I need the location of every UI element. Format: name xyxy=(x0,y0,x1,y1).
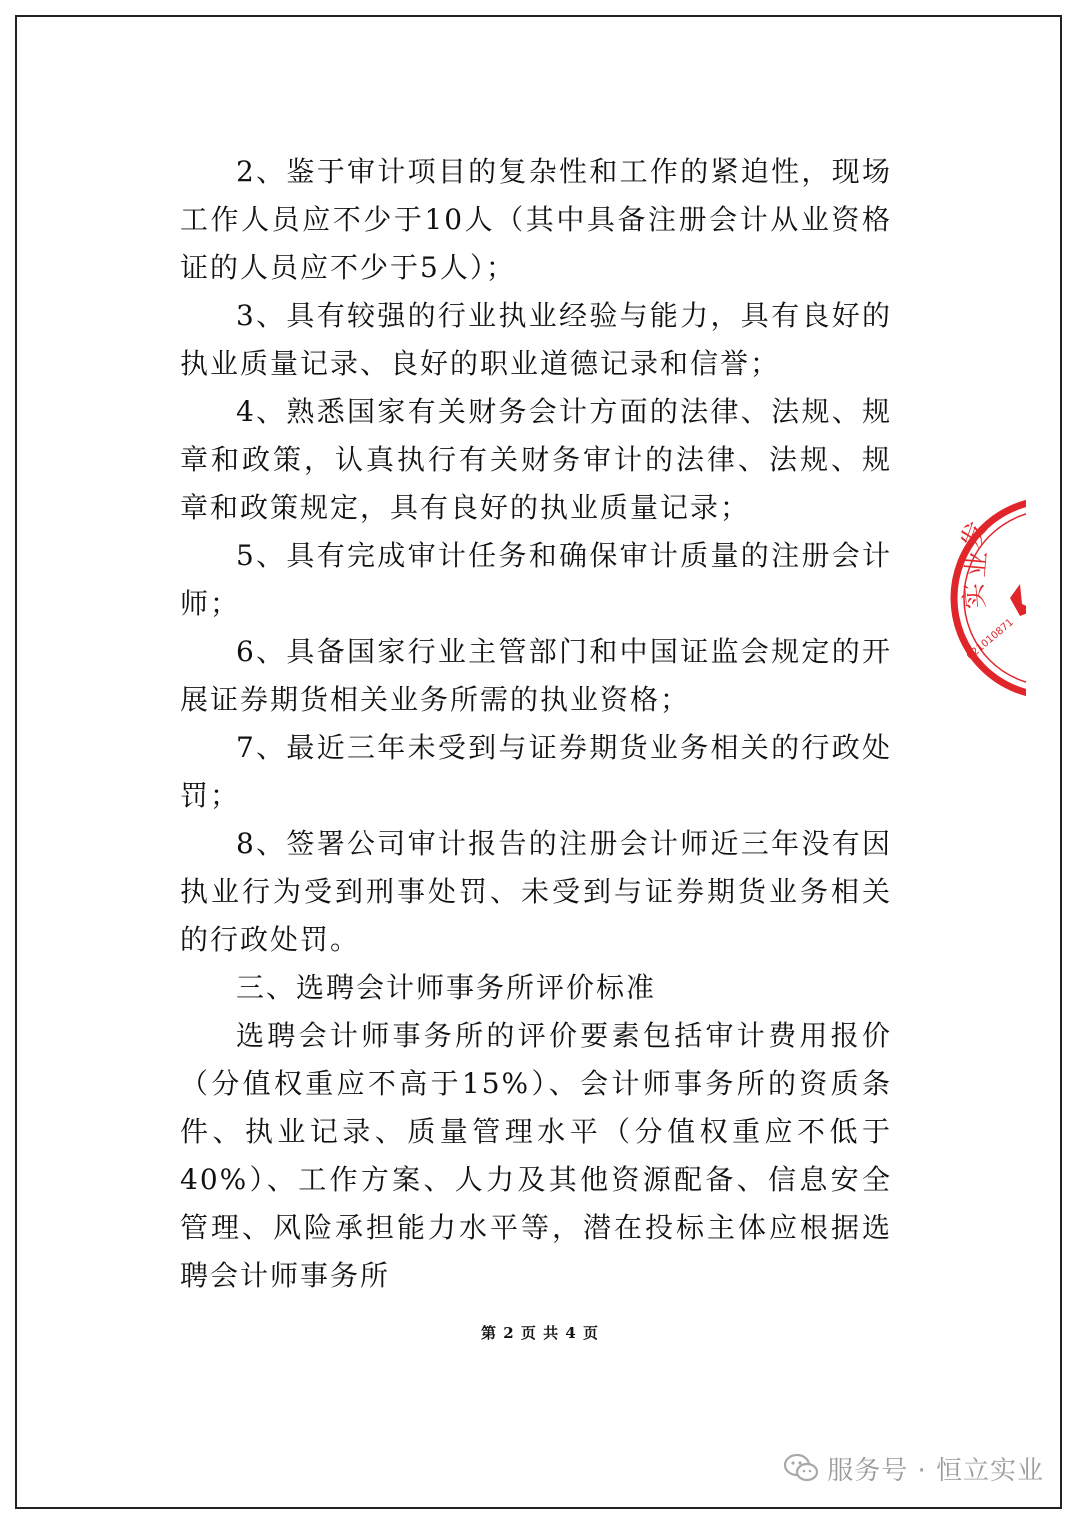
section-heading: 三、选聘会计师事务所评价标准 xyxy=(236,971,657,1004)
watermark xyxy=(783,1448,1044,1488)
paragraph-item-8: 8、签署公司审计报告的注册会计师近三年没有因执业行为受到刑事处罚、未受到与证券期货业务相关的行政处罚。 xyxy=(180,827,892,956)
paragraph-item-4: 4、熟悉国家有关财务会计方面的法律、法规、规章和政策，认真执行有关财务审计的法律、法规、规章和政策规定，具有良好的执业质量记录； xyxy=(180,395,892,524)
svg-text:实: 实 xyxy=(958,581,991,611)
paragraph-item-2: 2、鉴于审计项目的复杂性和工作的紧迫性，现场工作人员应不少于10人（其中具备注册会计从业资格证的人员应不少于5人）； xyxy=(180,155,892,284)
paragraph-evaluation-criteria: 选聘会计师事务所的评价要素包括审计费用报价（分值权重应不高于15%）、会计师事务所的资质条件、执业记录、质量管理水平（分值权重应不低于40%）、工作方案、人力及其他资源配备、信息安全管理、风险承担能力水平等，潜在投标主体应根据选聘会计师事务所 xyxy=(180,1019,892,1292)
watermark-text: 服务号 · 恒立实业 xyxy=(827,1455,1044,1486)
document-body xyxy=(180,148,892,1300)
seal-icon xyxy=(948,492,1026,704)
page-number: 第 2 页 共 4 页 xyxy=(481,1324,599,1342)
paragraph-item-5: 5、具有完成审计任务和确保审计质量的注册会计师； xyxy=(180,539,892,620)
seal-number: 021010871 xyxy=(964,617,1016,663)
wechat-icon xyxy=(783,1453,819,1483)
paragraph-item-7: 7、最近三年未受到与证券期货业务相关的行政处罚； xyxy=(180,731,892,812)
seal-star-icon xyxy=(1010,584,1026,616)
paragraph-item-6: 6、具备国家行业主管部门和中国证监会规定的开展证券期货相关业务所需的执业资格； xyxy=(180,635,892,716)
paragraph-item-3: 3、具有较强的行业执业经验与能力，具有良好的执业质量记录、良好的职业道德记录和信誉； xyxy=(180,299,892,380)
svg-text:业: 业 xyxy=(961,550,994,579)
company-seal xyxy=(948,492,1026,704)
seal-text-fragment: 发 xyxy=(956,517,994,553)
